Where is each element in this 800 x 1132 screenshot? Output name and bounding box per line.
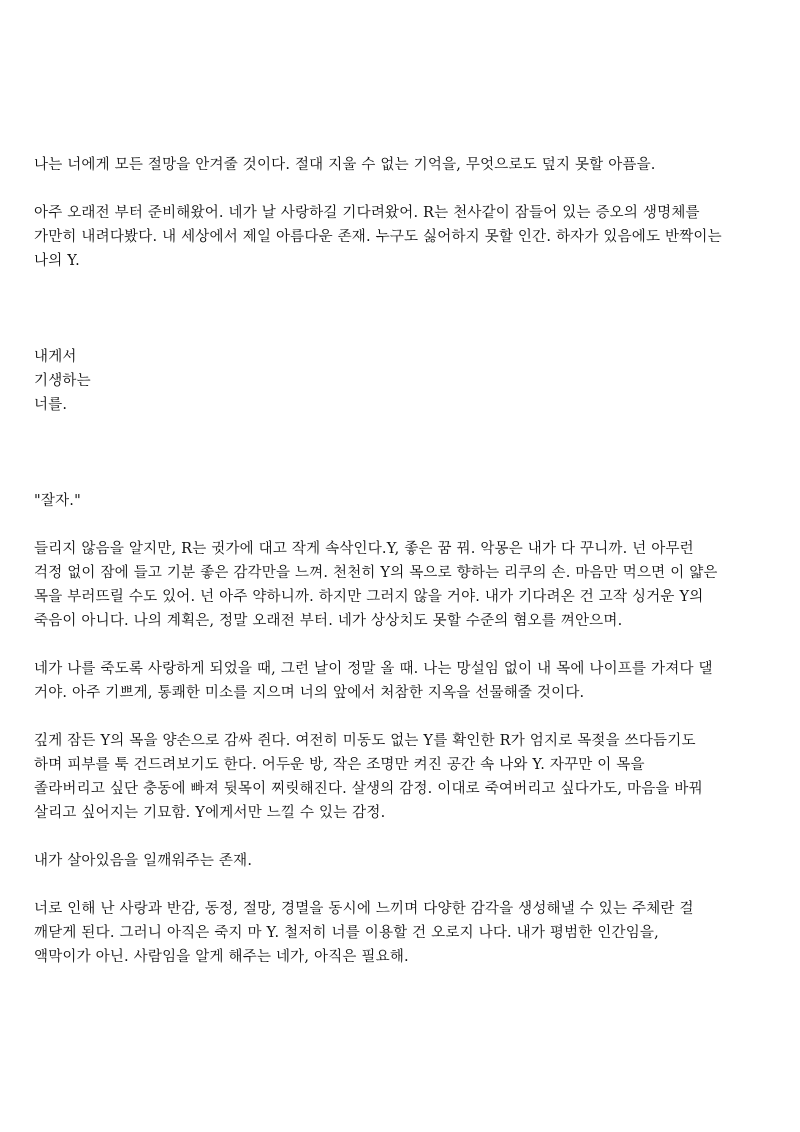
text-line: 깊게 잠든 Y의 목을 양손으로 감싸 쥔다. 여전히 미동도 없는 Y를 확인한 R가 엄지로 목젖을 쓰다듬기도 bbox=[34, 733, 696, 749]
text-line: 너로 인해 난 사랑과 반감, 동정, 절망, 경멸을 동시에 느끼며 다양한 감각을 생성해낼 수 있는 주체란 걸 bbox=[34, 901, 694, 917]
text-line: 졸라버리고 싶단 충동에 빠져 뒷목이 찌릿해진다. 살생의 감정. 이대로 죽여버리고 싶다가도, 마음을 바꿔 bbox=[34, 781, 703, 797]
text-line: 하며 피부를 툭 건드려보기도 한다. 어두운 방, 작은 조명만 켜진 공간 속 나와 Y. 자꾸만 이 목을 bbox=[34, 757, 645, 773]
paragraph-5 bbox=[34, 537, 779, 633]
text-line: 네가 나를 죽도록 사랑하게 되었을 때, 그런 날이 정말 올 때. 나는 망설임 없이 내 목에 나이프를 가져다 댈 bbox=[34, 661, 713, 677]
text-line: 내가 살아있음을 일깨워주는 존재. bbox=[34, 853, 253, 869]
paragraph-2 bbox=[34, 201, 779, 273]
spacer bbox=[34, 297, 779, 345]
text-line: 목을 부러뜨릴 수도 있어. 넌 아주 약하니까. 하지만 그러지 않을 거야. 내가 기다려온 건 고작 싱거운 Y의 bbox=[34, 589, 704, 605]
text-line: 걱정 없이 잠에 들고 기분 좋은 감각만을 느껴. 천천히 Y의 목으로 향하는 리쿠의 손. 마음만 먹으면 이 얇은 bbox=[34, 565, 718, 581]
paragraph-9 bbox=[34, 897, 779, 969]
text-line: 나의 Y. bbox=[34, 253, 80, 269]
paragraph-4-dialogue bbox=[34, 489, 779, 513]
document-body bbox=[34, 153, 779, 993]
text-line: 내게서 bbox=[34, 349, 77, 365]
text-line: 가만히 내려다봤다. 내 세상에서 제일 아름다운 존재. 누구도 싫어하지 못할 인간. 하자가 있음에도 반짝이는 bbox=[34, 229, 722, 245]
paragraph-6 bbox=[34, 657, 779, 705]
spacer bbox=[34, 441, 779, 489]
paragraph-7 bbox=[34, 729, 779, 825]
text-line: 깨닫게 된다. 그러니 아직은 죽지 마 Y. 철저히 너를 이용할 건 오로지 나다. 내가 평범한 인간임을, bbox=[34, 925, 659, 941]
paragraph-3-verse bbox=[34, 345, 779, 417]
text-line: 거야. 아주 기쁘게, 통쾌한 미소를 지으며 너의 앞에서 처참한 지옥을 선물해줄 것이다. bbox=[34, 685, 585, 701]
text-line: 나는 너에게 모든 절망을 안겨줄 것이다. 절대 지울 수 없는 기억을, 무엇으로도 덮지 못할 아픔을. bbox=[34, 157, 656, 173]
text-line: 액막이가 아닌. 사람임을 알게 해주는 네가, 아직은 필요해. bbox=[34, 949, 409, 965]
text-line: 살리고 싶어지는 기묘함. Y에게서만 느낄 수 있는 감정. bbox=[34, 805, 386, 821]
paragraph-8 bbox=[34, 849, 779, 873]
text-line: "잘자." bbox=[34, 493, 81, 509]
text-line: 기생하는 bbox=[34, 373, 91, 389]
paragraph-1 bbox=[34, 153, 779, 177]
text-line: 너를. bbox=[34, 397, 68, 413]
text-line: 아주 오래전 부터 준비해왔어. 네가 날 사랑하길 기다려왔어. R는 천사같이 잠들어 있는 증오의 생명체를 bbox=[34, 205, 700, 221]
text-line: 죽음이 아니다. 나의 계획은, 정말 오래전 부터. 네가 상상치도 못할 수준의 혐오를 껴안으며. bbox=[34, 613, 623, 629]
text-line: 들리지 않음을 알지만, R는 귓가에 대고 작게 속삭인다.Y, 좋은 꿈 꿔. 악몽은 내가 다 꾸니까. 넌 아무런 bbox=[34, 541, 694, 557]
